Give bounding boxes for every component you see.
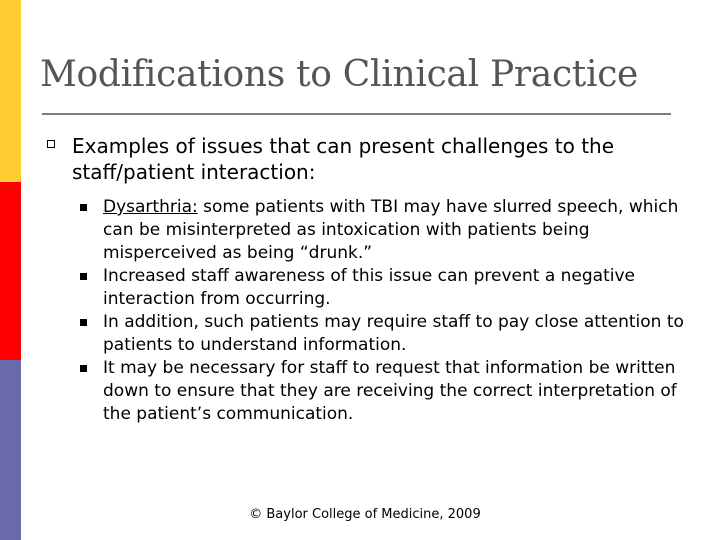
accent-bar-yellow: [0, 0, 21, 182]
copyright-footer: © Baylor College of Medicine, 2009: [249, 507, 481, 522]
filled-square-bullet-icon: [80, 365, 87, 372]
hollow-square-bullet-icon: [47, 140, 55, 148]
main-bullet-text: Examples of issues that can present challenges to the staff/patient interaction:: [72, 134, 615, 184]
slide-title: Modifications to Clinical Practice: [40, 54, 639, 95]
sub-bullet-text: Increased staff awareness of this issue can prevent a negative interaction from occurring.: [103, 266, 635, 309]
filled-square-bullet-icon: [80, 273, 87, 280]
main-bullet: [47, 133, 687, 185]
sub-bullet-text: In addition, such patients may require staff to pay close attention to patients to understand information.: [103, 312, 684, 355]
sub-bullet-item: [80, 357, 700, 426]
sub-bullet-list: [80, 196, 700, 426]
sub-bullet-item: [80, 311, 700, 357]
term-dysarthria: Dysarthria:: [103, 197, 198, 217]
title-divider: [42, 113, 671, 115]
filled-square-bullet-icon: [80, 319, 87, 326]
sub-bullet-body: some patients with TBI may have slurred speech, which can be misinterpreted as intoxication with patients being misperceived as being “drunk.”: [103, 197, 679, 263]
sub-bullet-item: [80, 196, 700, 265]
sub-bullet-text: It may be necessary for staff to request that information be written down to ensure that they are receiving the correct interpretation of the patient’s communication.: [103, 358, 677, 424]
filled-square-bullet-icon: [80, 204, 87, 211]
accent-bar-red: [0, 182, 21, 360]
sub-bullet-text: [103, 196, 700, 265]
sub-bullet-item: [80, 265, 700, 311]
